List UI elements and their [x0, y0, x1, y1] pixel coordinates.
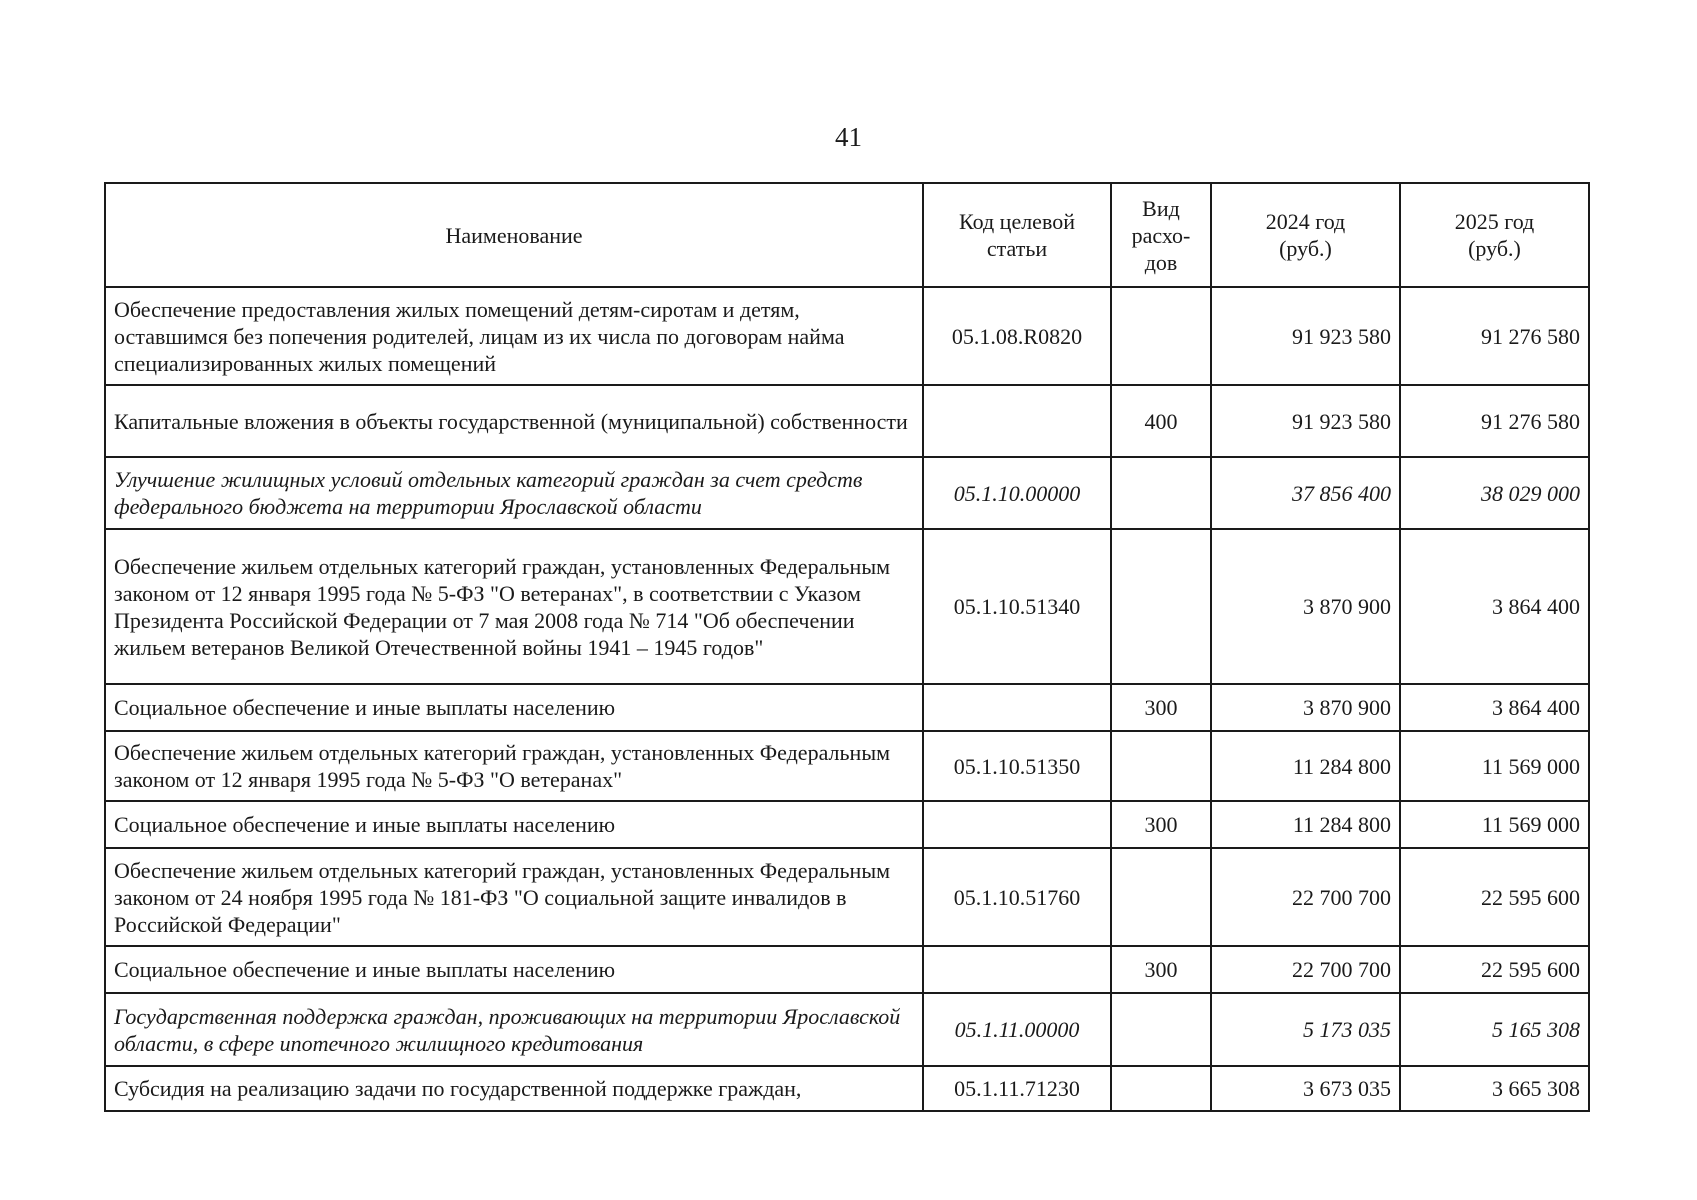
row-kind — [1111, 1066, 1211, 1111]
table-row — [105, 993, 1589, 1066]
row-2024: 22 700 700 — [1211, 946, 1400, 993]
row-2025: 22 595 600 — [1400, 848, 1589, 946]
row-kind — [1111, 287, 1211, 385]
row-2025: 11 569 000 — [1400, 731, 1589, 801]
row-code — [923, 946, 1111, 993]
table-row — [105, 848, 1589, 946]
row-name: Обеспечение жильем отдельных категорий граждан, установленных Федеральным законом от 24 ноября 1995 года № 181-ФЗ "О социальной защите инвалидов в Российской Федерации" — [105, 848, 923, 946]
budget-table — [104, 182, 1590, 1112]
row-name: Обеспечение жильем отдельных категорий граждан, установленных Федеральным законом от 12 января 1995 года № 5-ФЗ "О ветеранах" — [105, 731, 923, 801]
row-2025: 11 569 000 — [1400, 801, 1589, 848]
row-2025: 3 665 308 — [1400, 1066, 1589, 1111]
table-row — [105, 801, 1589, 848]
row-2025: 5 165 308 — [1400, 993, 1589, 1066]
row-2025: 3 864 400 — [1400, 684, 1589, 731]
row-name: Государственная поддержка граждан, проживающих на территории Ярославской области, в сфере ипотечного жилищного кредитования — [105, 993, 923, 1066]
row-name: Социальное обеспечение и иные выплаты населению — [105, 684, 923, 731]
header-code: Код целевой статьи — [923, 183, 1111, 287]
row-code: 05.1.10.51350 — [923, 731, 1111, 801]
row-code: 05.1.10.00000 — [923, 457, 1111, 529]
table-row — [105, 457, 1589, 529]
row-2024: 22 700 700 — [1211, 848, 1400, 946]
row-name: Улучшение жилищных условий отдельных категорий граждан за счет средств федерального бюджета на территории Ярославской области — [105, 457, 923, 529]
table-row — [105, 946, 1589, 993]
row-name: Обеспечение жильем отдельных категорий граждан, установленных Федеральным законом от 12 января 1995 года № 5-ФЗ "О ветеранах", в соответствии с Указом Президента Российской Федерации от 7 мая 2008 года № 714 "Об обеспечении жильем ветеранов Великой Отечественной войны 1941 – 1945 годов" — [105, 529, 923, 684]
row-kind: 300 — [1111, 801, 1211, 848]
row-code: 05.1.11.00000 — [923, 993, 1111, 1066]
row-code — [923, 385, 1111, 457]
row-kind: 300 — [1111, 684, 1211, 731]
row-name: Социальное обеспечение и иные выплаты населению — [105, 801, 923, 848]
table-row — [105, 385, 1589, 457]
row-2024: 11 284 800 — [1211, 731, 1400, 801]
row-code: 05.1.10.51760 — [923, 848, 1111, 946]
row-kind — [1111, 457, 1211, 529]
row-code: 05.1.08.R0820 — [923, 287, 1111, 385]
row-kind — [1111, 731, 1211, 801]
row-kind: 400 — [1111, 385, 1211, 457]
row-2024: 37 856 400 — [1211, 457, 1400, 529]
row-2024: 3 673 035 — [1211, 1066, 1400, 1111]
header-year-2024: 2024 год (руб.) — [1211, 183, 1400, 287]
row-kind — [1111, 529, 1211, 684]
row-2024: 91 923 580 — [1211, 287, 1400, 385]
row-2025: 91 276 580 — [1400, 287, 1589, 385]
row-name: Обеспечение предоставления жилых помещений детям-сиротам и детям, оставшимся без попечения родителей, лицам из их числа по договорам найма специализированных жилых помещений — [105, 287, 923, 385]
table-row — [105, 529, 1589, 684]
row-2025: 38 029 000 — [1400, 457, 1589, 529]
page-number: 41 — [835, 122, 862, 152]
row-2024: 91 923 580 — [1211, 385, 1400, 457]
row-code — [923, 801, 1111, 848]
row-2024: 3 870 900 — [1211, 684, 1400, 731]
row-name: Капитальные вложения в объекты государственной (муниципальной) собственности — [105, 385, 923, 457]
header-kind: Вид расхо- дов — [1111, 183, 1211, 287]
row-code: 05.1.10.51340 — [923, 529, 1111, 684]
table-row — [105, 287, 1589, 385]
row-2024: 5 173 035 — [1211, 993, 1400, 1066]
row-2024: 11 284 800 — [1211, 801, 1400, 848]
row-code — [923, 684, 1111, 731]
row-name: Субсидия на реализацию задачи по государственной поддержке граждан, — [105, 1066, 923, 1111]
row-code: 05.1.11.71230 — [923, 1066, 1111, 1111]
table-row — [105, 1066, 1589, 1111]
table-body — [105, 287, 1589, 1111]
row-kind — [1111, 848, 1211, 946]
row-name: Социальное обеспечение и иные выплаты населению — [105, 946, 923, 993]
table-row — [105, 684, 1589, 731]
header-year-2025: 2025 год (руб.) — [1400, 183, 1589, 287]
row-kind: 300 — [1111, 946, 1211, 993]
row-kind — [1111, 993, 1211, 1066]
row-2025: 3 864 400 — [1400, 529, 1589, 684]
table-header-row — [105, 183, 1589, 287]
row-2025: 22 595 600 — [1400, 946, 1589, 993]
header-name: Наименование — [105, 183, 923, 287]
row-2025: 91 276 580 — [1400, 385, 1589, 457]
table-row — [105, 731, 1589, 801]
row-2024: 3 870 900 — [1211, 529, 1400, 684]
